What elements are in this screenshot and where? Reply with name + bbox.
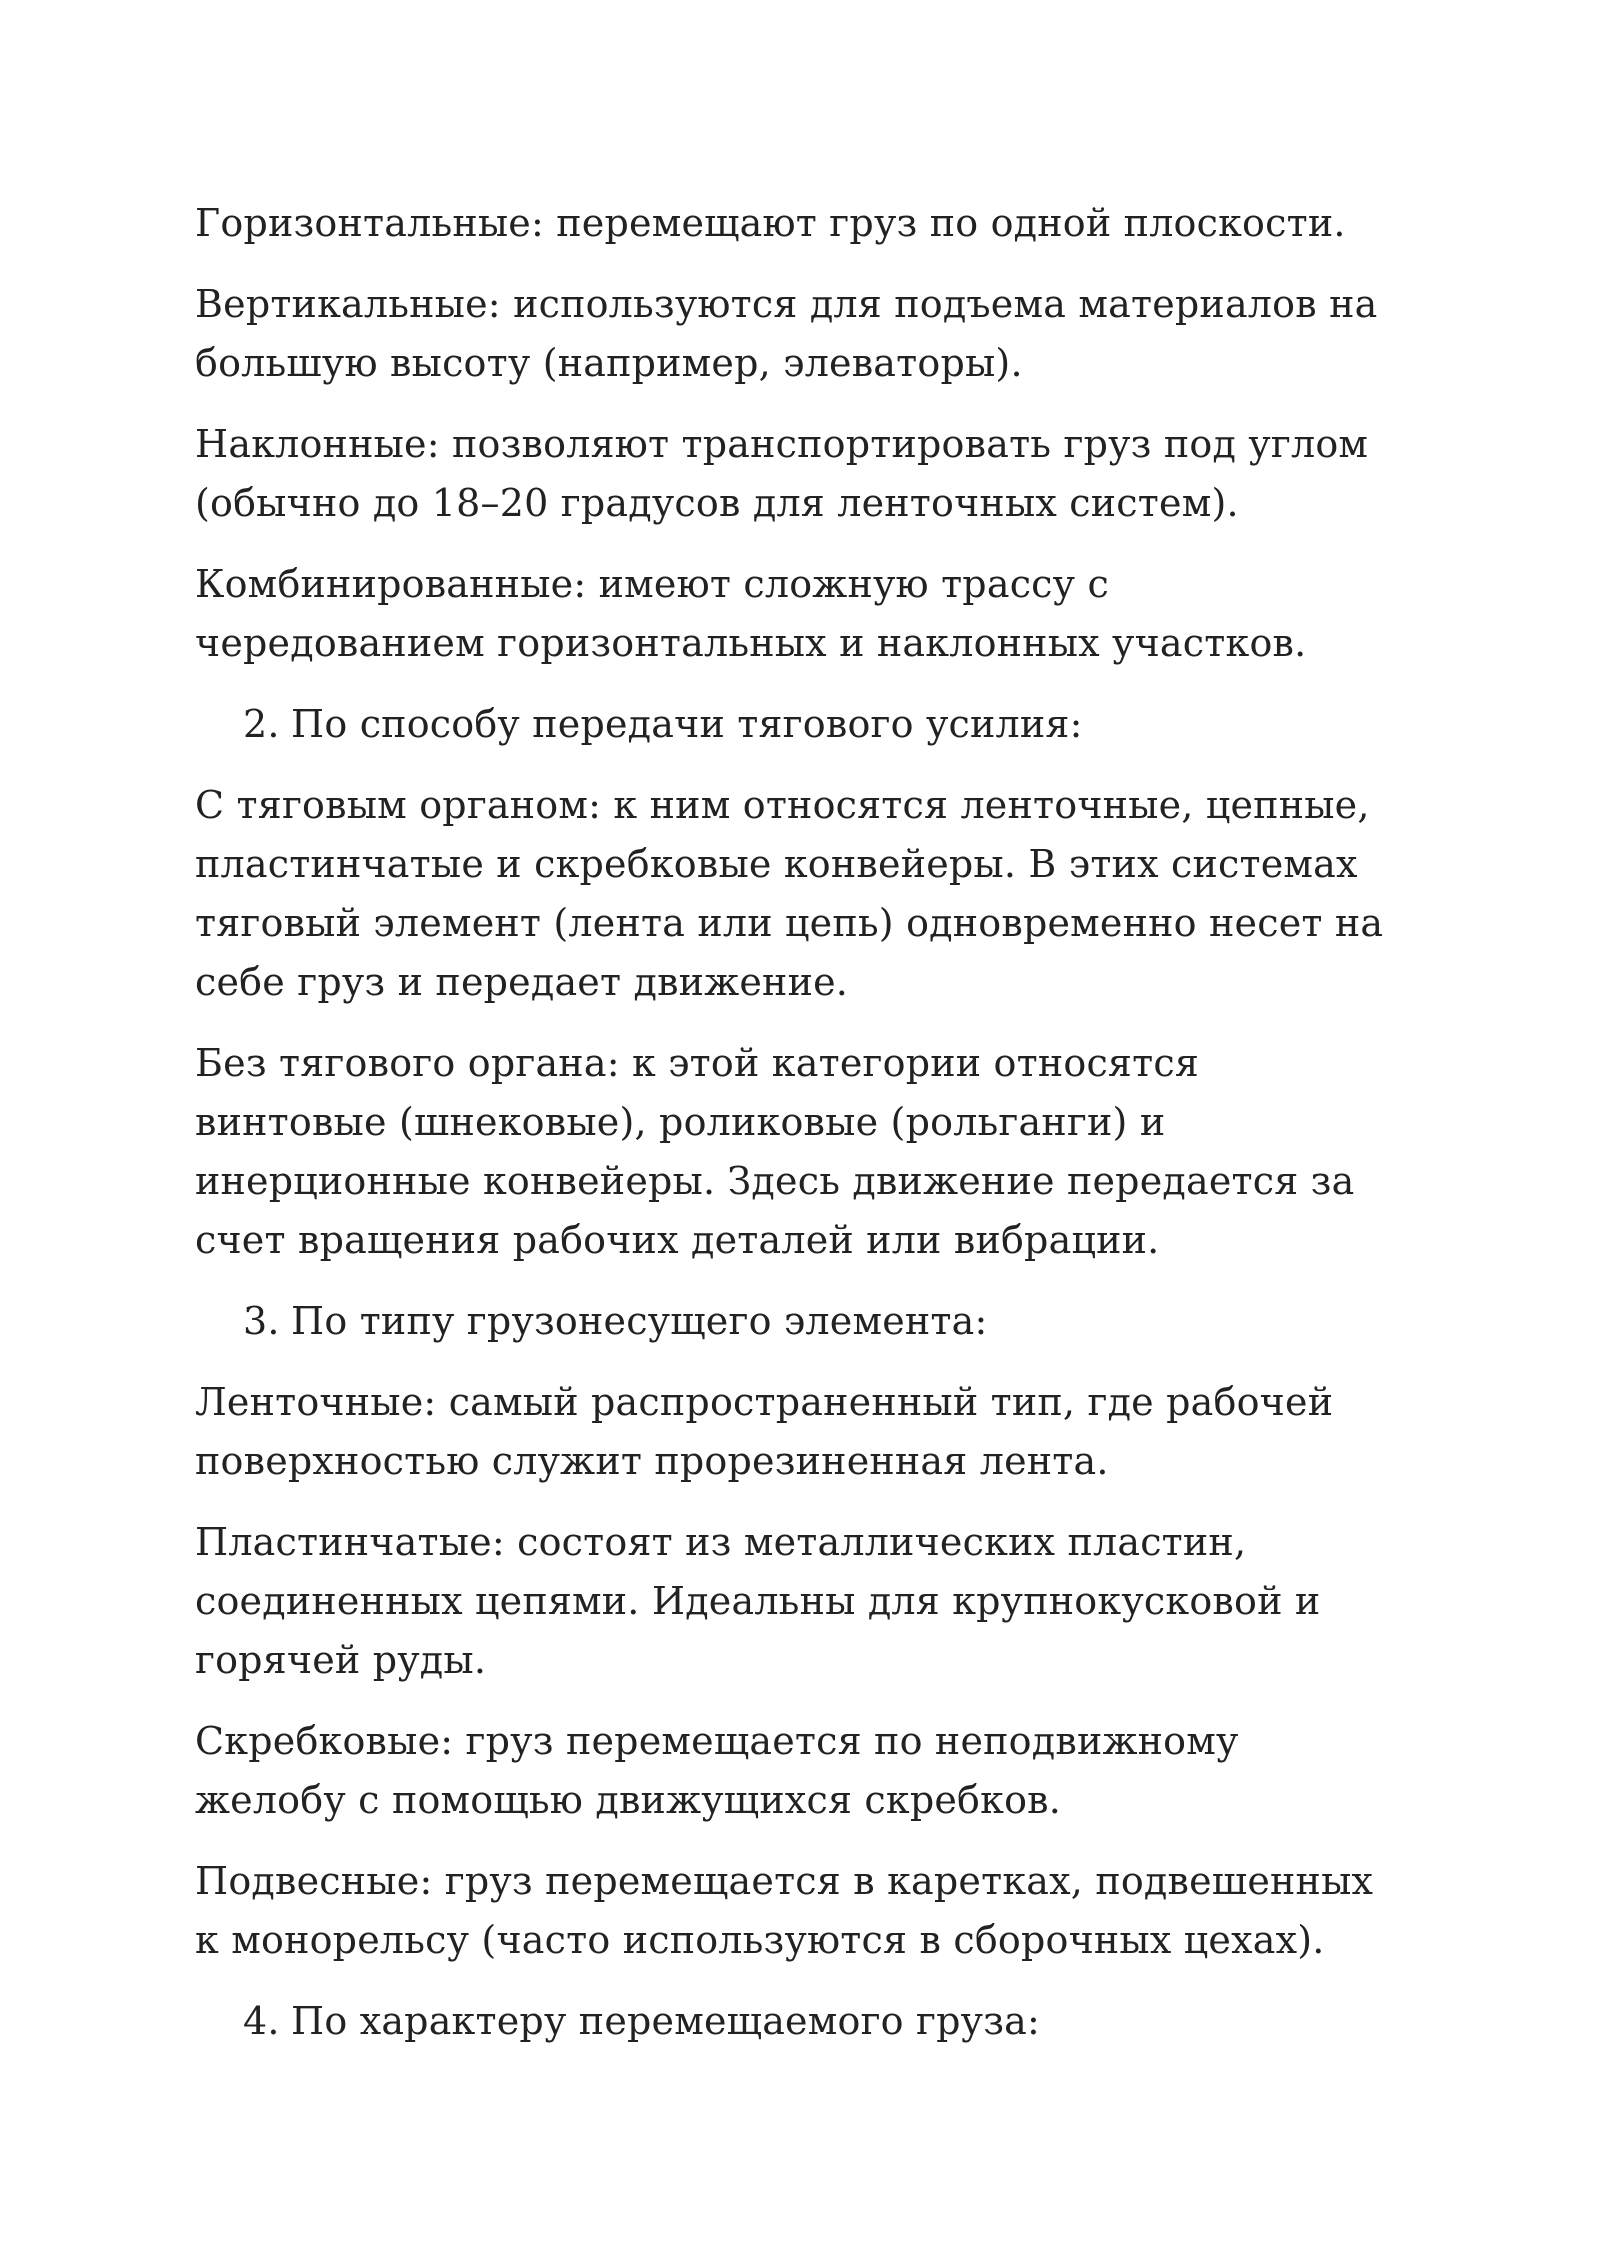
list-item-number: 2. <box>243 702 280 746</box>
paragraph-scraper: Скребковые: груз перемещается по неподвижному желобу с помощью движущихся скребков. <box>195 1719 1239 1822</box>
paragraph-with-traction: С тяговым органом: к ним относятся ленточные, цепные, пластинчатые и скребковые конвейеры. В этих системах тяговый элемент (лента или цепь) одновременно несет на себе груз и передает движение. <box>195 783 1384 1004</box>
list-item-number: 4. <box>243 1999 280 2043</box>
list-item-number: 3. <box>243 1299 280 1343</box>
paragraph-inclined: Наклонные: позволяют транспортировать груз под углом (обычно до 18–20 градусов для ленточных систем). <box>195 422 1369 525</box>
paragraph-combined: Комбинированные: имеют сложную трассу с чередованием горизонтальных и наклонных участков. <box>195 562 1307 665</box>
list-item-carrier-type <box>195 1292 1395 1351</box>
list-item-text: По характеру перемещаемого груза: <box>291 1999 1041 2043</box>
paragraph-belt: Ленточные: самый распространенный тип, где рабочей поверхностью служит прорезиненная лента. <box>195 1380 1334 1483</box>
list-item-traction-method <box>195 695 1395 754</box>
paragraph-without-traction: Без тягового органа: к этой категории относятся винтовые (шнековые), роликовые (рольганги) и инерционные конвейеры. Здесь движение передается за счет вращения рабочих деталей или вибрации. <box>195 1041 1355 1262</box>
list-item-text: По типу грузонесущего элемента: <box>291 1299 988 1343</box>
paragraph-vertical: Вертикальные: используются для подъема материалов на большую высоту (например, элеваторы). <box>195 282 1378 385</box>
document-body <box>195 194 1395 2073</box>
list-item-cargo-nature <box>195 1992 1395 2051</box>
paragraph-plate: Пластинчатые: состоят из металлических пластин, соединенных цепями. Идеальны для крупнокусковой и горячей руды. <box>195 1520 1321 1682</box>
list-item-text: По способу передачи тягового усилия: <box>291 702 1083 746</box>
paragraph-horizontal: Горизонтальные: перемещают груз по одной плоскости. <box>195 201 1346 245</box>
paragraph-overhead: Подвесные: груз перемещается в каретках, подвешенных к монорельсу (часто используются в сборочных цехах). <box>195 1859 1374 1962</box>
